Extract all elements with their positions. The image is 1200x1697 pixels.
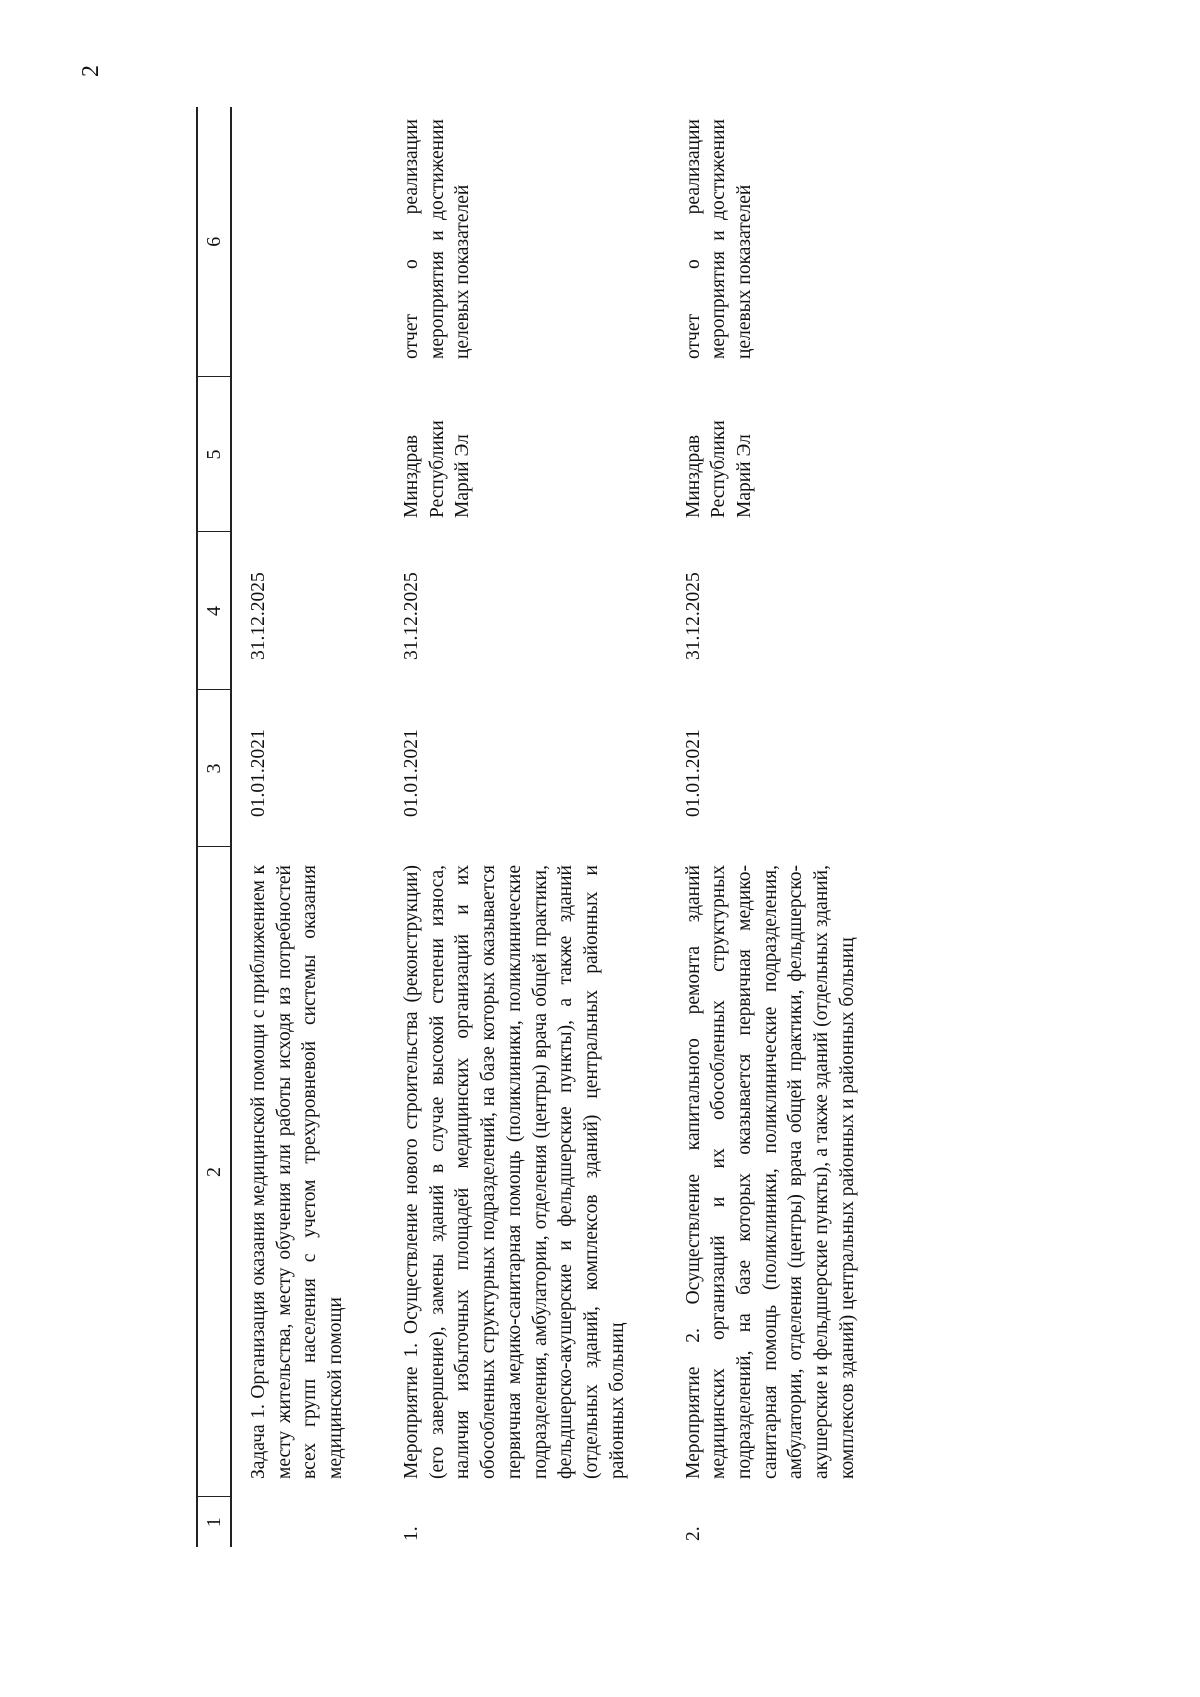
column-header-1: 1 [197, 1497, 231, 1547]
row-start-date: 01.01.2021 [248, 729, 269, 817]
row-number [231, 1497, 385, 1547]
row-description: Мероприятие 1. Осуществление нового строительства (реконструкции) (его завершение), замены зданий в случае высокой степени износа, наличия избыточных площадей медицинских организаций и их обособленных структурных подразделений, на базе которых оказывается первичная медико-санитарная помощь (поликлиники, поликлинические подразделения, амбулатории, отделения (центры) врача общей практики, фельдшерско-акушерские и фельдшерские пункты), а также зданий (отдельных зданий, комплексов зданий) центральных районных и районных больниц [400, 865, 628, 1479]
column-header-3: 3 [197, 690, 231, 847]
column-number-row [197, 107, 231, 1547]
table-row-task-1 [231, 107, 385, 1547]
column-header-2: 2 [197, 847, 231, 1497]
row-result: отчет о реализации мероприятия и достижении целевых показателей [682, 119, 756, 359]
page-number: 2 [78, 65, 104, 77]
row-description: Мероприятие 2. Осуществление капитального ремонта зданий медицинских организаций и их обособленных структурных подразделений, на базе которых оказывается первичная медико-санитарная помощь (поликлиники, поликлинические подразделения, амбулатории, отделения (центры) врача общей практики, фельдшерско-акушерские и фельдшерские пункты), а также зданий (отдельных зданий, комплексов зданий) центральных районных и районных больниц [682, 865, 858, 1479]
row-executor: Минздрав Республики Марий Эл [682, 420, 756, 518]
row-executor [231, 377, 385, 532]
row-executor: Минздрав Республики Марий Эл [400, 420, 474, 518]
activities-table [196, 107, 897, 1547]
row-start-date: 01.01.2021 [400, 729, 422, 817]
row-end-date: 31.12.2025 [248, 572, 269, 660]
table-row-activity-2 [667, 107, 897, 1547]
row-end-date: 31.12.2025 [400, 572, 422, 660]
table-row-activity-1 [385, 107, 667, 1547]
row-result [231, 107, 385, 377]
column-header-5: 5 [197, 377, 231, 532]
row-number: 1. [400, 1526, 422, 1541]
row-number: 2. [682, 1526, 704, 1541]
row-description: Задача 1. Организация оказания медицинской помощи с приближением к месту жительства, месту обучения или работы исходя из потребностей всех групп населения с учетом трехуровневой системы оказания медицинской помощи [248, 865, 347, 1479]
row-result: отчет о реализации мероприятия и достижении целевых показателей [400, 119, 474, 359]
column-header-6: 6 [197, 107, 231, 377]
row-end-date: 31.12.2025 [682, 572, 704, 660]
row-start-date: 01.01.2021 [682, 729, 704, 817]
column-header-4: 4 [197, 532, 231, 690]
